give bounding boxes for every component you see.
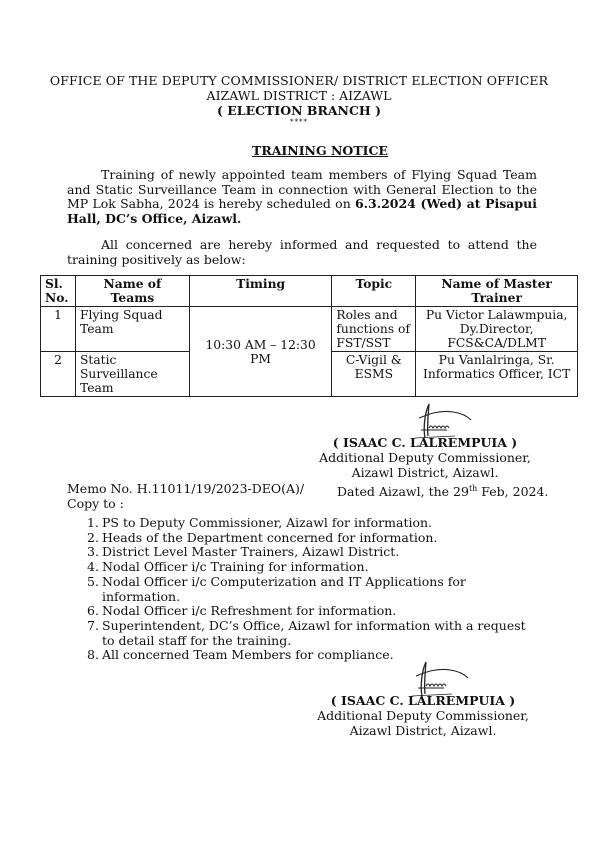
dated-suffix: Feb, 2024. [477, 484, 549, 500]
list-item: 5. Nodal Officer i/c Computerization and IT Applications for information. [87, 573, 466, 604]
cell-trainer: Pu Vanlalringa, Sr. Informatics Officer, ICT [416, 352, 578, 397]
signatory-designation: Additional Deputy Commissioner, [319, 450, 531, 465]
cell-topic: C-Vigil & ESMS [332, 352, 416, 397]
list-item: 7. Superintendent, DC’s Office, Aizawl for information with a request to detail staff for the training. [87, 617, 526, 648]
notice-title: TRAINING NOTICE [252, 143, 388, 158]
header-sl-no: Sl. No. [41, 276, 76, 307]
cell-trainer: Pu Victor Lalawmpuia, Dy.Director, FCS&CA/DLMT [416, 307, 578, 352]
table-header-row [41, 276, 578, 307]
signatory-district: Aizawl District, Aizawl. [349, 723, 497, 738]
training-schedule-table [40, 275, 578, 397]
header-trainer: Name of Master Trainer [416, 276, 578, 307]
dated-prefix: Dated Aizawl, the 29 [337, 484, 469, 500]
table-row [41, 307, 578, 352]
signatory-district: Aizawl District, Aizawl. [351, 465, 499, 480]
list-item: 1. PS to Deputy Commissioner, Aizawl for information. [87, 515, 433, 530]
district-header: AIZAWL DISTRICT : AIZAWL [206, 88, 392, 103]
copy-to-list [87, 516, 527, 663]
memo-block [67, 481, 304, 511]
header-topic: Topic [332, 276, 416, 307]
signature-2-image [392, 658, 472, 698]
header-stars: **** [290, 118, 308, 126]
list-item: 3. District Level Master Trainers, Aizawl District. [87, 544, 400, 560]
signatory-name: ( ISAAC C. LALREMPUIA ) [330, 693, 516, 708]
notice-paragraph-2: All concerned are hereby informed and requested to attend the training positively as below: [67, 237, 537, 267]
notice-paragraph-1 [67, 168, 537, 226]
cell-topic: Roles and functions of FST/SST [332, 307, 416, 352]
list-item: 4. Nodal Officer i/c Training for information. [87, 559, 369, 575]
cell-sl: 2 [41, 352, 76, 397]
copy-to-label: Copy to : [67, 496, 124, 511]
paragraph-1-text: Training of newly appointed team members of Flying Squad Team and Static Surveillance Team in connection with General Election to the MP Lok Sabha, 2024 is hereby scheduled on [67, 167, 537, 212]
signatory-name: ( ISAAC C. LALREMPUIA ) [332, 435, 518, 450]
signatory-designation: Additional Deputy Commissioner, [317, 708, 529, 723]
list-item: 8. All concerned Team Members for compliance. [87, 647, 394, 663]
memo-number: Memo No. H.11011/19/2023-DEO(A)/ [67, 481, 305, 496]
signature-block-1 [300, 435, 550, 480]
dated-sup: th [468, 484, 478, 493]
cell-timing: 10:30 AM – 12:30 PM [189, 307, 332, 397]
paragraph-1-venue: 6.3.2024 (Wed) at Pisapui Hall, DC’s Office, Aizawl. [67, 196, 537, 226]
list-item: 6. Nodal Officer i/c Refreshment for information. [87, 603, 397, 619]
signature-block-2 [298, 693, 548, 738]
cell-team: Flying Squad Team [75, 307, 189, 352]
cell-sl: 1 [41, 307, 76, 352]
list-item: 2. Heads of the Department concerned for information. [87, 529, 438, 545]
office-header: OFFICE OF THE DEPUTY COMMISSIONER/ DISTRICT ELECTION OFFICER [49, 73, 549, 88]
dated-line [337, 481, 548, 499]
signature-1-image [395, 400, 475, 440]
header-team: Name of Teams [75, 276, 189, 307]
header-timing: Timing [189, 276, 332, 307]
cell-team: Static Surveillance Team [75, 352, 189, 397]
branch-header: ( ELECTION BRANCH ) [217, 103, 381, 118]
